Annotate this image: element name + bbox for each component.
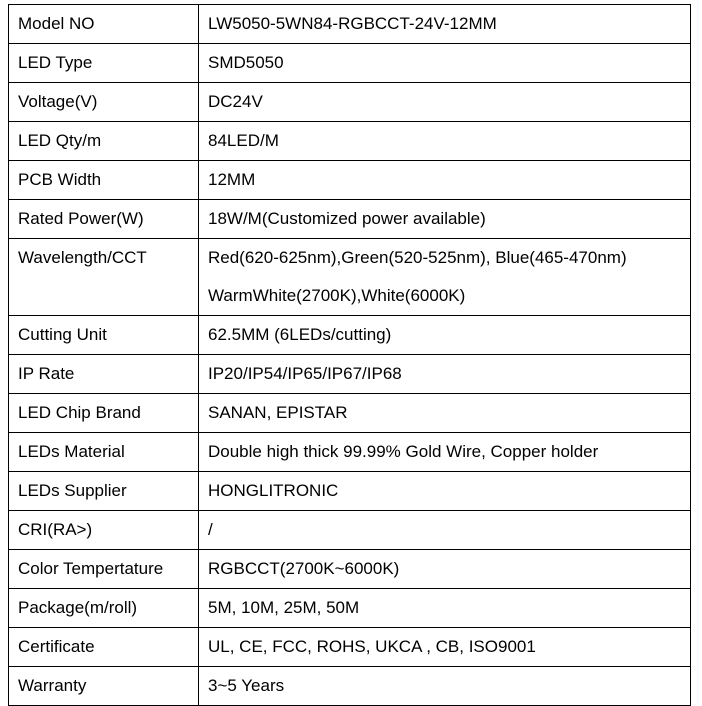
spec-value [199, 5, 691, 44]
spec-value-line: Double high thick 99.99% Gold Wire, Copper holder [208, 442, 599, 461]
spec-value-line: UL, CE, FCC, ROHS, UKCA , CB, ISO9001 [208, 637, 536, 656]
spec-value-line: RGBCCT(2700K~6000K) [208, 559, 400, 578]
spec-value-line: / [208, 520, 213, 539]
spec-label: LEDs Supplier [9, 472, 199, 511]
spec-value [199, 83, 691, 122]
spec-label: Cutting Unit [9, 316, 199, 355]
spec-value [199, 200, 691, 239]
spec-row-pcb-width [9, 161, 691, 200]
spec-value [199, 472, 691, 511]
spec-value-line: SANAN, EPISTAR [208, 403, 348, 422]
spec-value [199, 239, 691, 316]
spec-row-certificate [9, 628, 691, 667]
spec-row-voltage [9, 83, 691, 122]
spec-value-line: IP20/IP54/IP65/IP67/IP68 [208, 364, 402, 383]
spec-value-line: 5M, 10M, 25M, 50M [208, 598, 360, 617]
spec-label: Wavelength/CCT [9, 239, 199, 316]
spec-row-leds-material [9, 433, 691, 472]
spec-row-ip-rate [9, 355, 691, 394]
spec-table-body [9, 5, 691, 706]
spec-value [199, 628, 691, 667]
spec-row-leds-supplier [9, 472, 691, 511]
spec-value-line: LW5050-5WN84-RGBCCT-24V-12MM [208, 14, 497, 33]
spec-label: CRI(RA>) [9, 511, 199, 550]
spec-row-led-qty [9, 122, 691, 161]
spec-row-chip-brand [9, 394, 691, 433]
spec-label: LED Qty/m [9, 122, 199, 161]
spec-value [199, 433, 691, 472]
spec-row-rated-power [9, 200, 691, 239]
spec-row-warranty [9, 667, 691, 706]
spec-row-color-temperature [9, 550, 691, 589]
spec-label: Package(m/roll) [9, 589, 199, 628]
spec-value [199, 355, 691, 394]
spec-table [8, 4, 691, 706]
spec-value [199, 667, 691, 706]
spec-row-cutting-unit [9, 316, 691, 355]
spec-value-line: WarmWhite(2700K),White(6000K) [208, 286, 466, 305]
spec-value-line: HONGLITRONIC [208, 481, 339, 500]
spec-label: LED Chip Brand [9, 394, 199, 433]
spec-row-wavelength [9, 239, 691, 316]
spec-label: LEDs Material [9, 433, 199, 472]
spec-value-line: SMD5050 [208, 53, 284, 72]
spec-value-line: DC24V [208, 92, 263, 111]
spec-value-line: 62.5MM (6LEDs/cutting) [208, 325, 392, 344]
spec-value-line: 12MM [208, 170, 256, 189]
spec-row-led-type [9, 44, 691, 83]
spec-row-package [9, 589, 691, 628]
spec-label: Voltage(V) [9, 83, 199, 122]
spec-value [199, 589, 691, 628]
spec-row-cri [9, 511, 691, 550]
spec-value [199, 550, 691, 589]
spec-value-line: Red(620-625nm),Green(520-525nm), Blue(465-470nm) [208, 248, 627, 267]
spec-label: Certificate [9, 628, 199, 667]
spec-label: Rated Power(W) [9, 200, 199, 239]
spec-value-line: 84LED/M [208, 131, 279, 150]
spec-value [199, 161, 691, 200]
spec-value [199, 316, 691, 355]
spec-value [199, 394, 691, 433]
spec-label: IP Rate [9, 355, 199, 394]
spec-label: LED Type [9, 44, 199, 83]
spec-row-model-no [9, 5, 691, 44]
spec-value [199, 511, 691, 550]
spec-label: Color Tempertature [9, 550, 199, 589]
spec-label: Model NO [9, 5, 199, 44]
spec-label: Warranty [9, 667, 199, 706]
spec-value [199, 122, 691, 161]
spec-value-line: 18W/M(Customized power available) [208, 209, 486, 228]
spec-value-line: 3~5 Years [208, 676, 285, 695]
spec-label: PCB Width [9, 161, 199, 200]
spec-value [199, 44, 691, 83]
